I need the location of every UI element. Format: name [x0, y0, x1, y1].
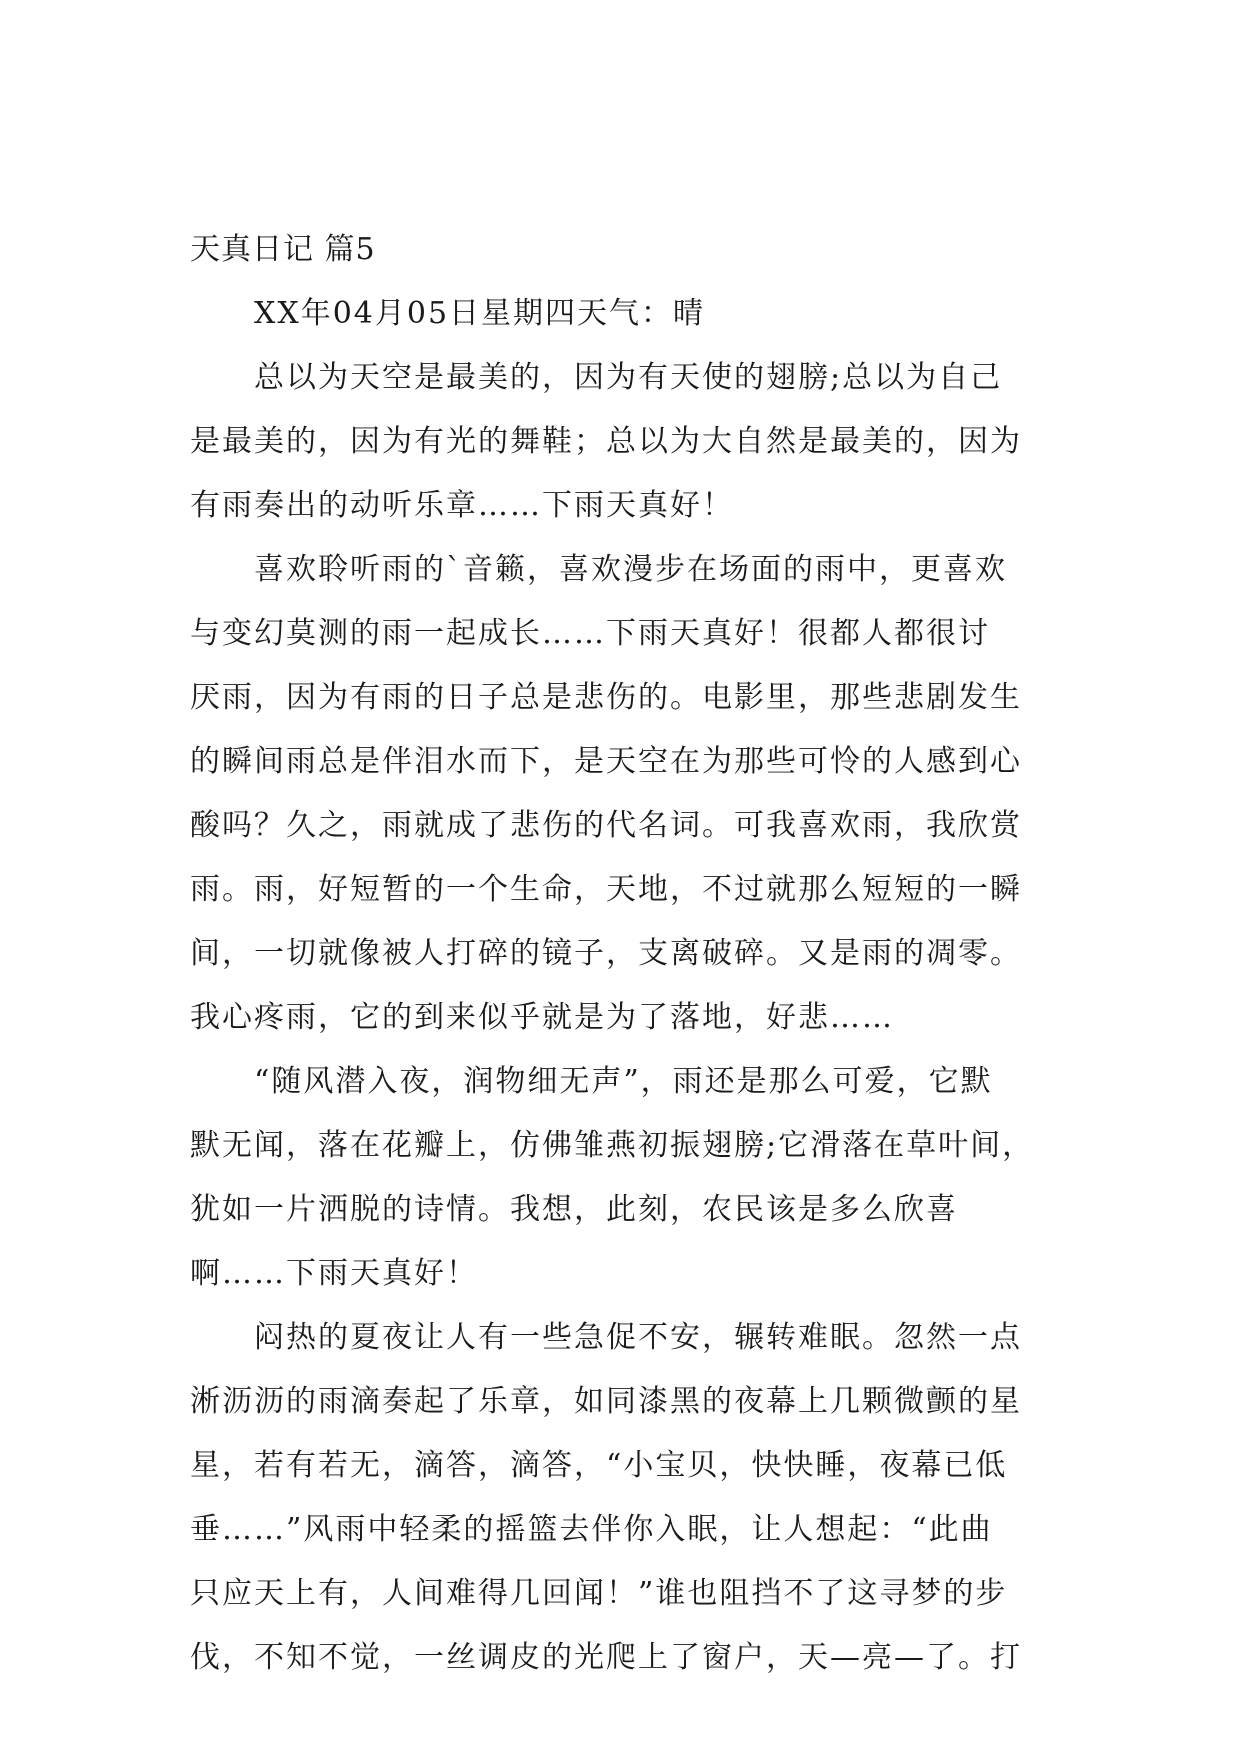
- paragraph-line: 只应天上有，人间难得几回闻！”谁也阻挡不了这寻梦的步: [190, 1576, 1008, 1611]
- paragraph-line: 星，若有若无，滴答，滴答，“小宝贝，快快睡，夜幕已低: [190, 1448, 1008, 1483]
- document-body: [190, 218, 1062, 1690]
- paragraph-line: 间，一切就像被人打碎的镜子，支离破碎。又是雨的凋零。: [190, 936, 1022, 971]
- paragraph-line: 垂……”风雨中轻柔的摇篮去伴你入眠，让人想起：“此曲: [190, 1512, 993, 1547]
- paragraph-4: [190, 1306, 1062, 1690]
- date-weather-line: XX年04月05日星期四天气：晴: [254, 296, 706, 331]
- paragraph-line: 伐，不知不觉，一丝调皮的光爬上了窗户，天—亮—了。打: [190, 1640, 1022, 1675]
- paragraph-line: 的瞬间雨总是伴泪水而下，是天空在为那些可怜的人感到心: [190, 744, 1022, 779]
- paragraph-line: “随风潜入夜，润物细无声”，雨还是那么可爱，它默: [254, 1064, 993, 1099]
- paragraph-line: 酸吗？久之，雨就成了悲伤的代名词。可我喜欢雨，我欣赏: [190, 808, 1022, 843]
- paragraph-line: 有雨奏出的动听乐章……下雨天真好！: [190, 488, 734, 523]
- paragraph-line: 我心疼雨，它的到来似乎就是为了落地，好悲……: [190, 1000, 894, 1035]
- paragraph-line: 雨。雨，好短暂的一个生命，天地，不过就那么短短的一瞬: [190, 872, 1022, 907]
- paragraph-2: [190, 538, 1062, 1050]
- paragraph-line: 默无闻，落在花瓣上，仿佛雏燕初振翅膀;它滑落在草叶间，: [190, 1128, 1035, 1163]
- paragraph-line: 与变幻莫测的雨一起成长……下雨天真好！很都人都很讨: [190, 616, 990, 651]
- paragraph-3: [190, 1050, 1062, 1306]
- paragraph-1: [190, 346, 1062, 538]
- paragraph-line: 总以为天空是最美的，因为有天使的翅膀;总以为自己: [254, 360, 1003, 395]
- paragraph-line: 闷热的夏夜让人有一些急促不安，辗转难眠。忽然一点: [254, 1320, 1022, 1355]
- paragraph-line: 犹如一片洒脱的诗情。我想，此刻，农民该是多么欣喜: [190, 1192, 958, 1227]
- paragraph-line: 喜欢聆听雨的`音籁，喜欢漫步在场面的雨中，更喜欢: [254, 552, 1007, 587]
- paragraph-line: 厌雨，因为有雨的日子总是悲伤的。电影里，那些悲剧发生: [190, 680, 1022, 715]
- paragraph-line: 淅沥沥的雨滴奏起了乐章，如同漆黑的夜幕上几颗微颤的星: [190, 1384, 1022, 1419]
- paragraph-line: 是最美的，因为有光的舞鞋；总以为大自然是最美的，因为: [190, 424, 1022, 459]
- paragraph-line: 啊……下雨天真好！: [190, 1256, 478, 1291]
- document-title: 天真日记 篇5: [190, 232, 376, 267]
